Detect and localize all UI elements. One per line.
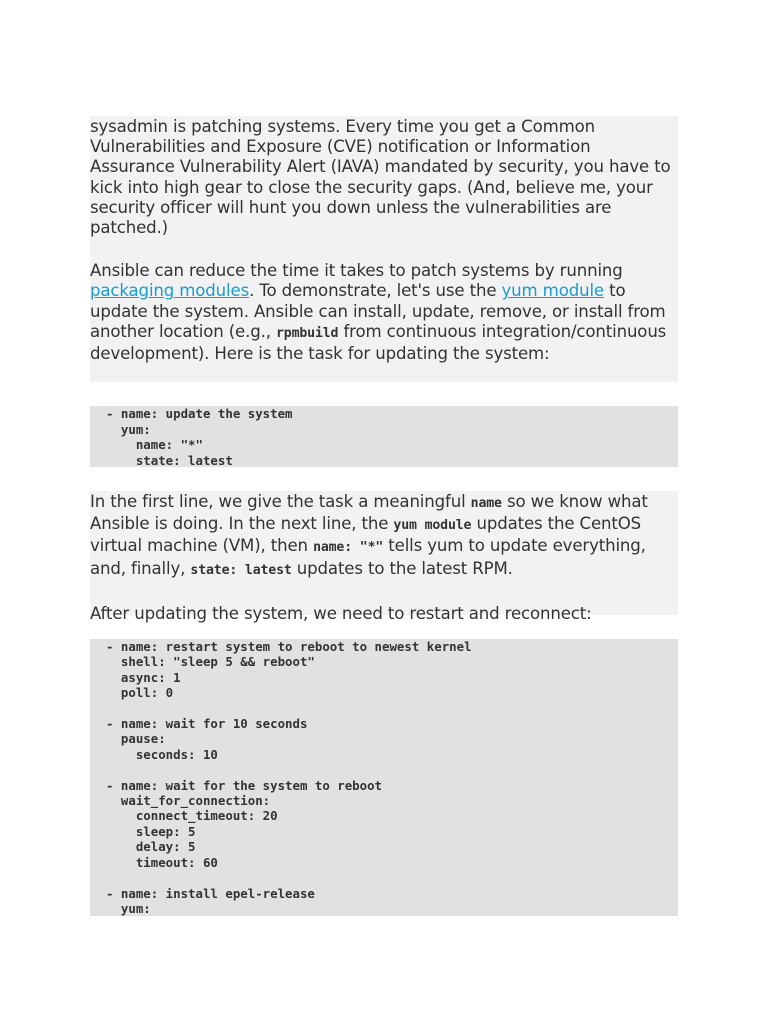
text-run: updates to the latest RPM. bbox=[291, 558, 513, 578]
explanation-paragraph bbox=[90, 492, 678, 581]
text-run: from continuous integration/continuous development). Here is the task for updating the system: bbox=[90, 321, 667, 364]
inline-code-name-star: name: "*" bbox=[313, 540, 384, 556]
text-run: updates the CentOS virtual machine (VM), then bbox=[90, 514, 642, 556]
restart-paragraph: After updating the system, we need to restart and reconnect: bbox=[90, 603, 592, 623]
packaging-modules-link[interactable]: packaging modules bbox=[90, 281, 250, 301]
text-run: tells yum to update everything, and, finally, bbox=[90, 536, 646, 578]
inline-code-name: name bbox=[470, 496, 502, 511]
code-block-update: - name: update the system yum: name: "*" state: latest bbox=[90, 406, 678, 467]
inline-code-rpmbuild: rpmbuild bbox=[276, 325, 339, 341]
yum-module-link[interactable]: yum module bbox=[501, 281, 604, 301]
inline-code-yum-module: yum module bbox=[393, 518, 472, 534]
intro-paragraph: sysadmin is patching systems. Every time you get a Common Vulnerabilities and Exposure (CVE) notification or Information Assurance Vulnerability Alert (IAVA) mandated by security, you have to kick into high gear to close the security gaps. (And, believe me, your security officer will hunt you down unless the vulnerabilities are patched.) bbox=[90, 117, 671, 238]
explanation-section bbox=[90, 491, 678, 623]
text-run: . To demonstrate, let's use the bbox=[249, 281, 502, 301]
text-run: Ansible can reduce the time it takes to patch systems by running bbox=[90, 261, 623, 281]
code-block-restart: - name: restart system to reboot to newest kernel shell: "sleep 5 && reboot" async: 1 poll: 0 - name: wait for 10 seconds pause: seconds: 10 - name: wait for the system to reboot wait_for_connection: connect_timeout: 20 sleep: 5 delay: 5 timeout: 60 - name: install epel-release yum: bbox=[90, 639, 678, 916]
text-run: In the first line, we give the task a meaningful bbox=[90, 492, 471, 511]
text-run: so we know what Ansible is doing. In the next line, the bbox=[90, 492, 648, 534]
inline-code-state-latest: state: latest bbox=[190, 562, 292, 578]
text-run: to update the system. Ansible can install, update, remove, or install from another location (e.g., bbox=[90, 281, 666, 341]
intro-section bbox=[90, 116, 678, 382]
ansible-paragraph bbox=[90, 261, 678, 364]
